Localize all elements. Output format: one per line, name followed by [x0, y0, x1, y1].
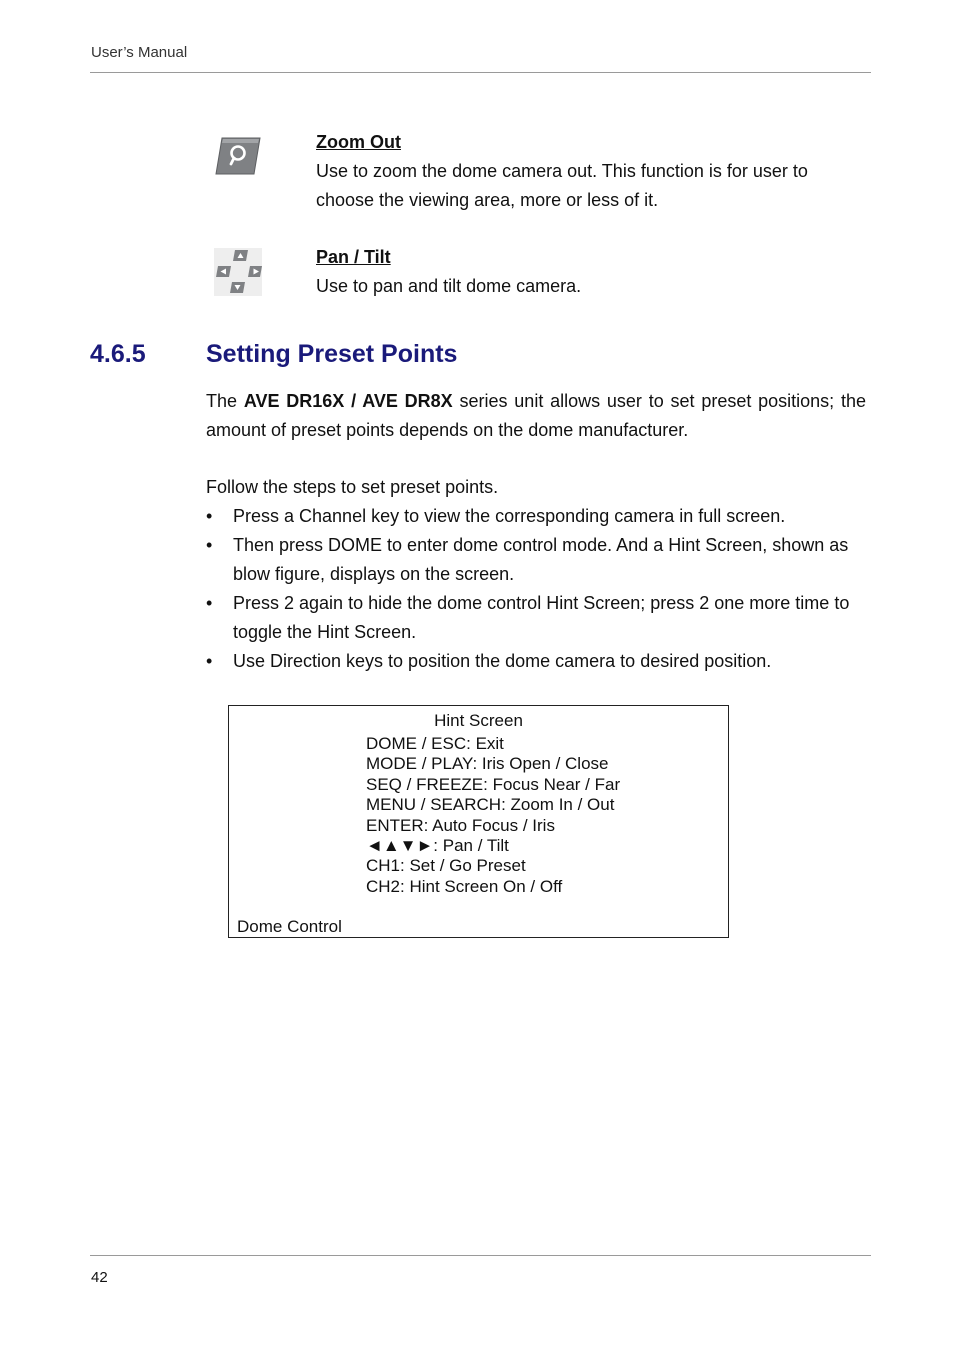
zoom-out-icon [214, 136, 262, 176]
section-title: Setting Preset Points [206, 340, 458, 368]
hint-line: ENTER: Auto Focus / Iris [366, 815, 555, 835]
hint-screen-figure [228, 705, 729, 938]
up-arrow-icon [233, 250, 248, 261]
bullet-marker: • [206, 506, 213, 526]
list-item [206, 531, 870, 589]
bullet-marker: • [206, 651, 213, 671]
hint-line: CH2: Hint Screen On / Off [366, 876, 563, 896]
bullet-marker: • [206, 593, 213, 613]
list-item-text: Press a Channel key to view the corresponding camera in full screen. [233, 506, 786, 526]
hint-line: CH1: Set / Go Preset [366, 856, 526, 876]
footer-rule [90, 1255, 871, 1256]
section-number: 4.6.5 [90, 340, 146, 368]
zoom-out-title: Zoom Out [316, 132, 401, 152]
hint-line: MENU / SEARCH: Zoom In / Out [366, 795, 615, 815]
pan-tilt-icon [214, 248, 262, 296]
hint-screen-title: Hint Screen [434, 711, 523, 730]
zoom-out-text-line: Use to zoom the dome camera out. This function is for user to [316, 161, 808, 181]
hint-line: SEQ / FREEZE: Focus Near / Far [366, 774, 621, 794]
list-item [206, 502, 870, 531]
steps-list [206, 502, 870, 676]
product-name: AVE DR16X / AVE DR8X [243, 391, 453, 411]
right-arrow-icon [248, 266, 262, 277]
header-rule [90, 72, 871, 73]
intro-text: series unit allows user to set preset positions; the amount of preset points depends on the dome manufacturer. [206, 391, 866, 440]
steps-intro: Follow the steps to set preset points. [206, 477, 499, 497]
intro-text: The [206, 391, 244, 411]
section-intro-paragraph [206, 387, 866, 445]
hint-screen-footer: Dome Control [237, 917, 342, 936]
hint-line: DOME / ESC: Exit [366, 734, 504, 753]
list-item-text: Use Direction keys to position the dome camera to desired position. [233, 651, 772, 671]
left-arrow-icon [216, 266, 231, 277]
list-item [206, 589, 870, 647]
zoom-out-text-line: choose the viewing area, more or less of it. [316, 190, 659, 210]
hint-line: MODE / PLAY: Iris Open / Close [366, 754, 609, 774]
hint-line: ◄▲▼►: Pan / Tilt [366, 836, 509, 856]
list-item-text: Then press DOME to enter dome control mode. And a Hint Screen, shown as blow figure, displays on the screen. [233, 535, 849, 584]
pan-tilt-description [316, 243, 876, 301]
down-arrow-icon [230, 282, 245, 293]
zoom-out-description [316, 128, 876, 215]
page-number: 42 [91, 1269, 108, 1286]
pan-tilt-title: Pan / Tilt [316, 247, 391, 267]
hint-screen-lines [366, 734, 620, 897]
header-title: User’s Manual [91, 44, 188, 61]
pan-tilt-text-line: Use to pan and tilt dome camera. [316, 276, 582, 296]
list-item [206, 647, 870, 676]
list-item-text: Press 2 again to hide the dome control Hint Screen; press 2 one more time to toggle the Hint Screen. [233, 593, 850, 642]
bullet-marker: • [206, 535, 213, 555]
